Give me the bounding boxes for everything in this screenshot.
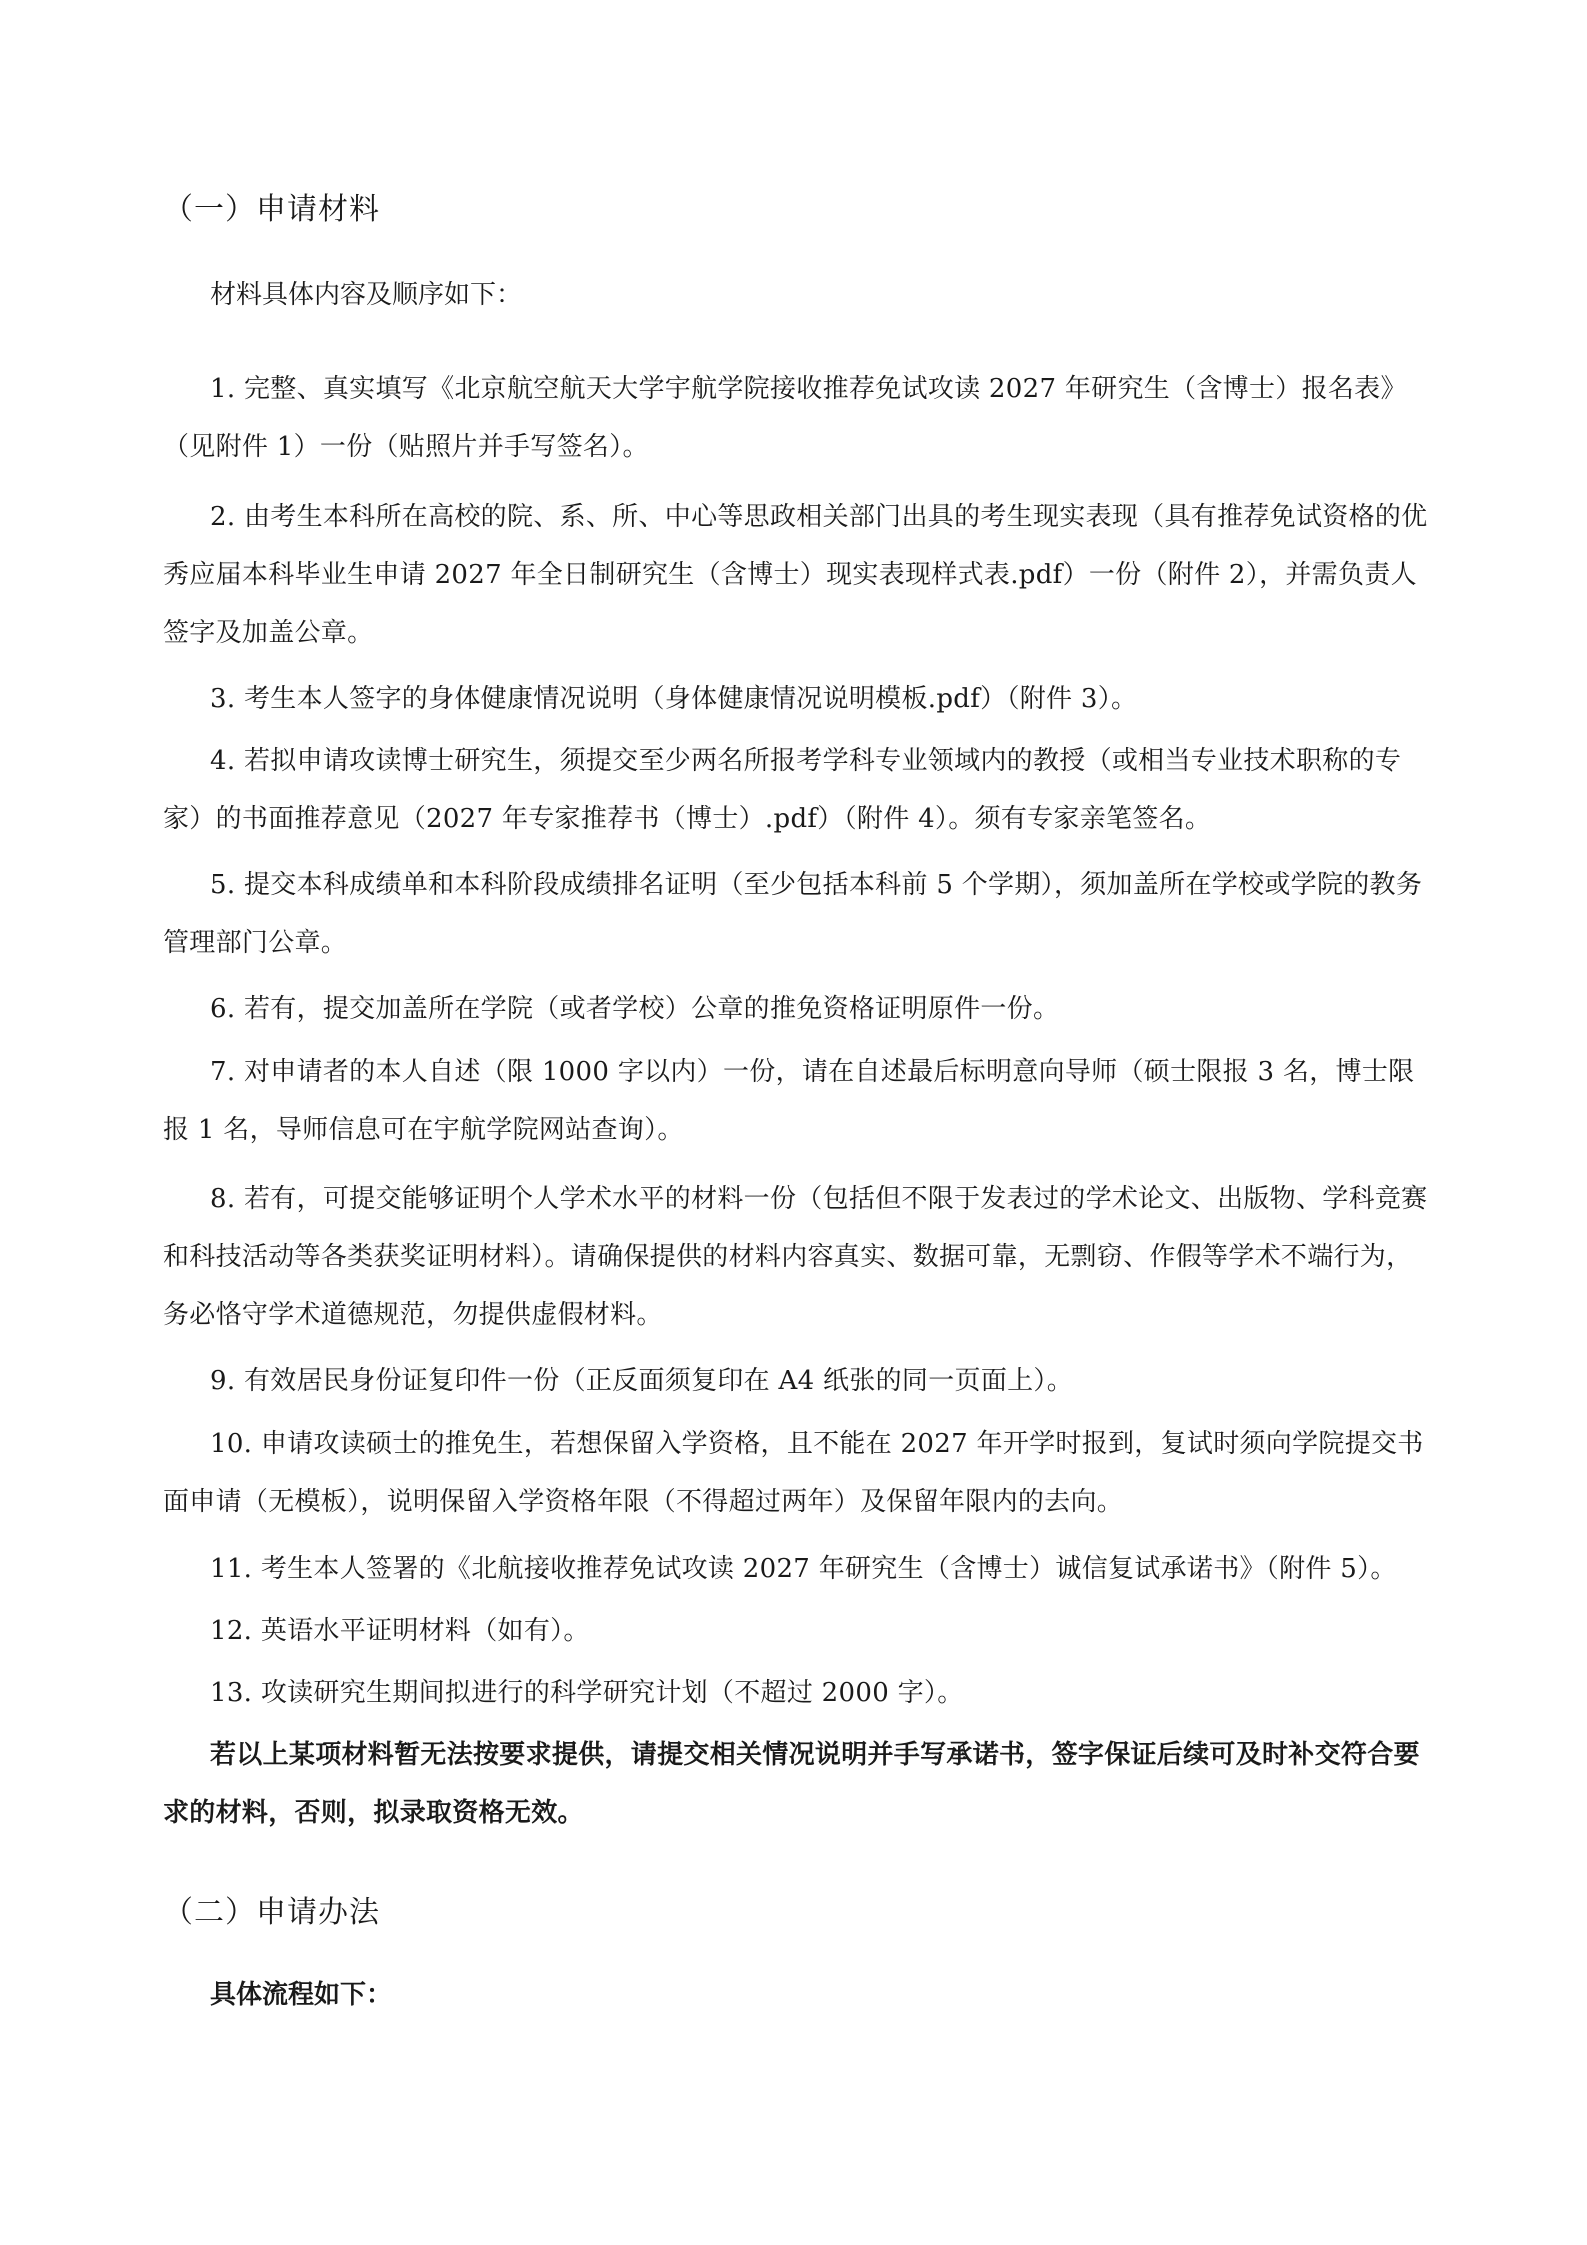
list-item-4: 4. 若拟申请攻读博士研究生，须提交至少两名所报考学科专业领域内的教授（或相当专业技术职称的专家）的书面推荐意见（2027 年专家推荐书（博士）.pdf）（附件 4）。须有专家亲笔签名。 [163, 746, 1402, 834]
section-heading-application-materials: （一）申请材料 [163, 192, 380, 227]
list-item-5: 5. 提交本科成绩单和本科阶段成绩排名证明（至少包括本科前 5 个学期），须加盖所在学校或学院的教务管理部门公章。 [163, 870, 1423, 958]
procedure-intro: 具体流程如下： [210, 1980, 393, 2010]
list-item-1: 1. 完整、真实填写《北京航空航天大学宇航学院接收推荐免试攻读 2027 年研究生（含博士）报名表》（见附件 1）一份（贴照片并手写签名）。 [163, 374, 1407, 462]
list-item-10: 10. 申请攻读硕士的推免生，若想保留入学资格，且不能在 2027 年开学时报到，复试时须向学院提交书面申请（无模板），说明保留入学资格年限（不得超过两年）及保留年限内的去向。 [163, 1429, 1424, 1517]
list-item-13: 13. 攻读研究生期间拟进行的科学研究计划（不超过 2000 字）。 [210, 1678, 964, 1708]
list-item-7: 7. 对申请者的本人自述（限 1000 字以内）一份，请在自述最后标明意向导师（硕士限报 3 名，博士限报 1 名，导师信息可在宇航学院网站查询）。 [163, 1057, 1415, 1145]
list-item-11: 11. 考生本人签署的《北航接收推荐免试攻读 2027 年研究生（含博士）诚信复试承诺书》（附件 5）。 [210, 1554, 1397, 1584]
materials-intro: 材料具体内容及顺序如下： [210, 280, 523, 310]
list-item-3: 3. 考生本人签字的身体健康情况说明（身体健康情况说明模板.pdf）（附件 3）。 [210, 684, 1138, 714]
materials-notice: 若以上某项材料暂无法按要求提供，请提交相关情况说明并手写承诺书，签字保证后续可及时补交符合要求的材料，否则，拟录取资格无效。 [163, 1740, 1420, 1828]
list-item-8: 8. 若有，可提交能够证明个人学术水平的材料一份（包括但不限于发表过的学术论文、出版物、学科竞赛和科技活动等各类获奖证明材料）。请确保提供的材料内容真实、数据可靠，无剽窃、作假等学术不端行为，务必恪守学术道德规范，勿提供虚假材料。 [163, 1184, 1428, 1330]
section-heading-application-procedure: （二）申请办法 [163, 1895, 380, 1930]
list-item-6: 6. 若有，提交加盖所在学院（或者学校）公章的推免资格证明原件一份。 [210, 994, 1060, 1024]
list-item-12: 12. 英语水平证明材料（如有）。 [210, 1616, 590, 1646]
list-item-2: 2. 由考生本科所在高校的院、系、所、中心等思政相关部门出具的考生现实表现（具有推荐免试资格的优秀应届本科毕业生申请 2027 年全日制研究生（含博士）现实表现样式表.pdf）一份（附件 2），并需负责人签字及加盖公章。 [163, 502, 1428, 648]
list-item-9: 9. 有效居民身份证复印件一份（正反面须复印在 A4 纸张的同一页面上）。 [210, 1366, 1074, 1396]
